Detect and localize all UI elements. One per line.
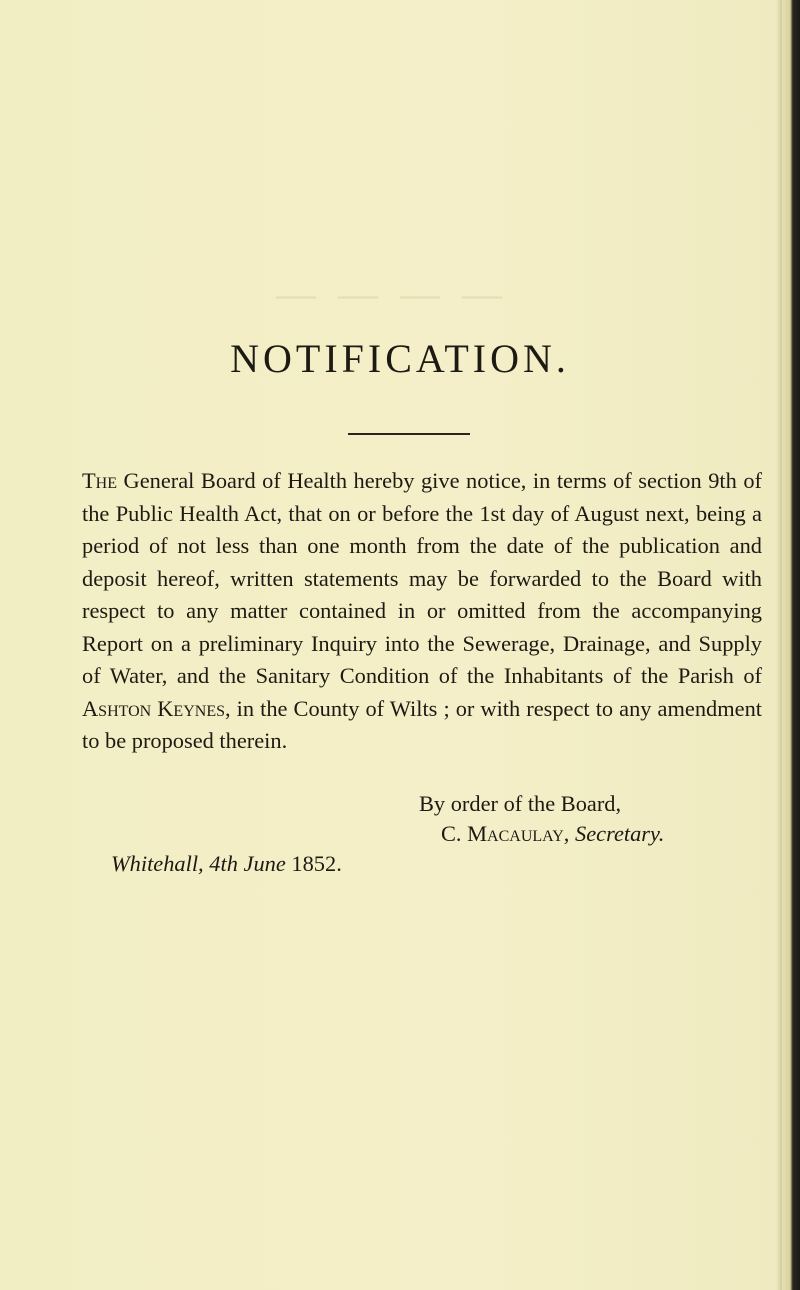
dateline-year: 1852.: [291, 851, 342, 876]
notice-body-part-2: , in the County of Wilts ; or with respect to any amendment to be proposed therein.: [82, 695, 762, 753]
bleed-through-mark: — — — —: [270, 271, 502, 316]
dateline-month: June: [243, 851, 286, 876]
notice-body-part-1: General Board of Health hereby give notice, in terms of section 9th of the Public Health Act, that on or before the 1st day of August next, being a period of not less than one month from the date of the publication and deposit hereof, written statements may be forwarded to the Board with respect to any matter contained in or omitted from the accompanying Report on a preliminary Inquiry into the Sewerage, Drainage, and Supply of Water, and the Sanitary Condition of the Inhabitants of the Parish of: [82, 468, 762, 688]
notice-lead-in: The: [82, 468, 118, 493]
notice-body: [82, 465, 762, 758]
signer-name: C. Macaulay,: [441, 821, 570, 846]
dateline: [111, 848, 342, 880]
dateline-day: 4th: [209, 851, 238, 876]
signature-line: [441, 818, 664, 850]
signer-role: Secretary.: [575, 821, 665, 846]
title-divider: [348, 433, 470, 435]
dateline-place: Whitehall,: [111, 851, 204, 876]
by-order-line: By order of the Board,: [419, 791, 622, 816]
notice-title: NOTIFICATION.: [230, 336, 570, 381]
book-spine-edge: [782, 0, 800, 1290]
parish-name: Ashton Keynes: [82, 695, 225, 721]
